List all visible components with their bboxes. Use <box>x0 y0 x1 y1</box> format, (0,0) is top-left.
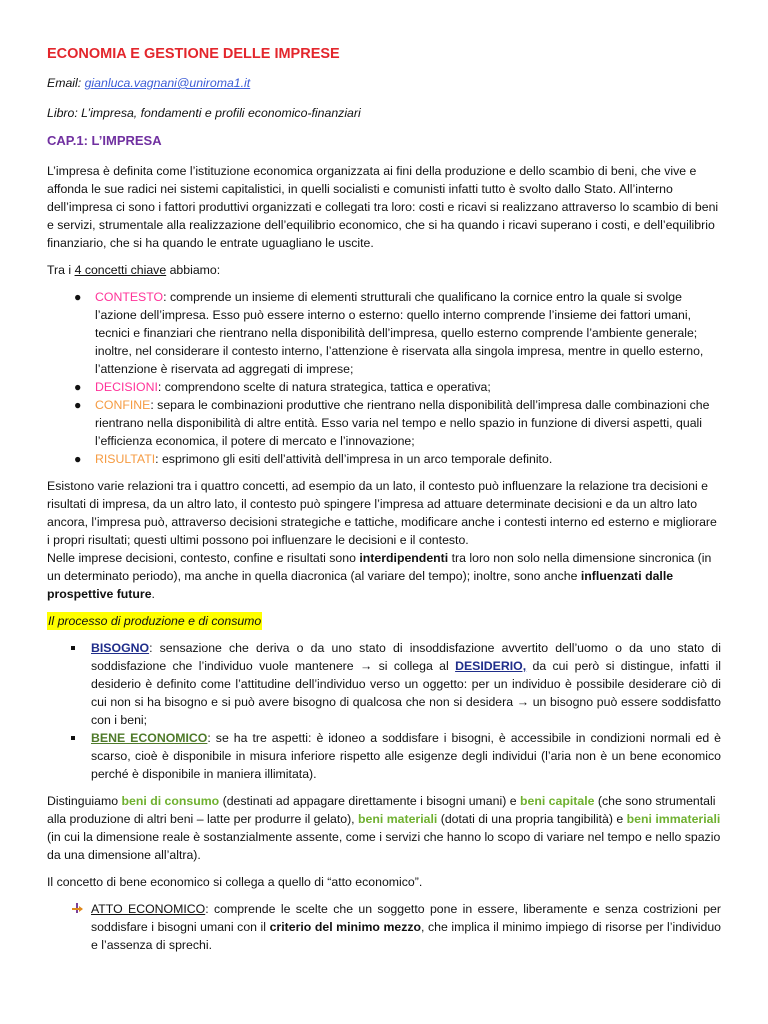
list-item: ● RISULTATI: esprimono gli esiti dell’attività dell’impresa in un arco temporale definito. <box>74 452 553 466</box>
list-item: ● CONFINE: separa le combinazioni produttive che rientrano nella disponibilità dell’impresa dalle combinazioni che rientrano nella disponibilità di altre entità. Esso varia nel tempo e nello spazio in funzione di diversi aspetti, quali l’efficienza economica, il potere di mercato e l’innovazione; <box>74 398 710 448</box>
goods-distinction-paragraph: Distinguiamo beni di consumo (destinati ad appagare direttamente i bisogni umani) e beni capitale (che sono strumentali alla produzione di altri beni – latte per produrre il gelato), beni materiali (dotati di una propria tangibilità) e beni immateriali (in cui la dimensione reale è sostanzialmente assente, come i servizi che hanno lo scopo di variare nel tempo e nello spazio da una dimensione all’altra). <box>47 794 721 862</box>
list-item: BISOGNO: sensazione che deriva o da uno stato di insoddisfazione avvertito dell’uomo o da uno stato di soddisfazione che l’individuo vuole mantenere → si collega al DESIDERIO, da cui però si distingue, infatti il desiderio è definito come l’attitudine dell’individuo verso un oggetto: per un individuo è possibile desiderare ciò di cui non si ha bisogno e si può avere bisogno di qualcosa che non si desidera → un bisogno può essere soddisfatto con i beni; <box>47 639 721 729</box>
concept-term: DECISIONI <box>95 380 158 394</box>
square-bullet-icon <box>71 646 75 650</box>
bullet-icon: ● <box>74 290 82 304</box>
arrow-bullet-icon <box>71 902 83 914</box>
bisogno-term: BISOGNO <box>91 641 150 655</box>
atto-intro-paragraph: Il concetto di bene economico si collega a quello di “atto economico”. <box>47 875 423 889</box>
bullet-icon: ● <box>74 398 82 412</box>
email-link[interactable]: gianluca.vagnani@uniroma1.it <box>84 76 251 90</box>
desiderio-term: DESIDERIO, <box>455 659 527 673</box>
list-item: BENE ECONOMICO: se ha tre aspetti: è idoneo a soddisfare i bisogni, è accessibile in condizioni normali ed è scarso, cioè è disponibile in misura inferiore rispetto alle esigenze degli individui (l’aria non è un bene economico perché è disponibile in maniera illimitata). <box>47 729 721 783</box>
atto-list <box>47 900 721 954</box>
book-line: Libro: L’impresa, fondamenti e profili economico-finanziari <box>47 106 361 120</box>
atto-term: ATTO ECONOMICO <box>91 902 206 916</box>
list-item: ATTO ECONOMICO: comprende le scelte che un soggetto pone in essere, liberamente e senza costrizioni per soddisfare i bisogni umani con il criterio del minimo mezzo, che implica il minimo impiego di risorse per l’individuo e l’assenza di sprechi. <box>47 900 721 954</box>
chapter-heading: CAP.1: L’IMPRESA <box>47 133 162 148</box>
concepts-link-text: 4 concetti chiave <box>74 263 167 277</box>
square-bullet-icon <box>71 736 75 740</box>
concept-term: CONFINE <box>95 398 151 412</box>
concept-term: CONTESTO <box>95 290 164 304</box>
intro-paragraph: L’impresa è definita come l’istituzione economica organizzata ai fini della produzione e dello scambio di beni, che vive e affonda le sue radici nei sistemi capitalistici, in quelli socialisti e comunisti infatti tutto è svolto dallo Stato. All’interno dell’impresa ci sono i fattori produttivi organizzati e collegati tra loro: costi e ricavi si realizzano attraverso lo scambio di beni e servizi, strumentale alla realizzazione dell’equilibrio economico, che si ha quando i ricavi superano i costi, e dell’equilibrio finanziario, che si ha quando le entrate uguagliano le uscite. <box>47 164 719 250</box>
interdependence-paragraph: Nelle imprese decisioni, contesto, confine e risultati sono interdipendenti tra loro non solo nella dimensione sincronica (in un determinato periodo), ma anche in quella diacronica (al variare del tempo); inoltre, sono anche influenzati dalle prospettive future. <box>47 551 712 601</box>
process-heading-line <box>47 612 721 630</box>
email-label: Email: <box>47 76 82 90</box>
bene-term: BENE ECONOMICO <box>91 731 208 745</box>
email-line <box>47 74 721 92</box>
process-heading: Il processo di produzione e di consumo <box>48 614 262 628</box>
bullet-icon: ● <box>74 380 82 394</box>
list-item: ● DECISIONI: comprendono scelte di natura strategica, tattica e operativa; <box>74 380 491 394</box>
list-item: ● CONTESTO: comprende un insieme di elementi strutturali che qualificano la cornice entro la quale si svolge l’azione dell’impresa. Esso può essere interno o esterno: quello interno comprende l’insieme dei fattori umani, tecnici e finanziari che rientrano nella disponibilità dell’impresa, quello esterno comprende l’ambiente generale; inoltre, nel considerare il contesto interno, l’attenzione è riservata alla singola impresa, mentre in quello esterno, l’attenzione è riservata ad aggregati di imprese; <box>74 290 704 376</box>
document-title: ECONOMIA E GESTIONE DELLE IMPRESE <box>47 46 340 62</box>
concepts-intro: Tra i 4 concetti chiave abbiamo: <box>47 263 221 277</box>
relations-paragraph: Esistono varie relazioni tra i quattro concetti, ad esempio da un lato, il contesto può influenzare la relazione tra decisioni e risultati di impresa, da un altro lato, il contesto può spingere l’impresa ad attuare determinate decisioni e da un altro lato ancora, l’impresa può, attraverso decisioni strategiche e tattiche, modificare anche i contesti interno ed esterno e migliorare i propri risultati; questi ultimi possono poi influenzare le decisioni e il contesto. <box>47 479 717 547</box>
concepts-list <box>47 288 721 468</box>
bullet-icon: ● <box>74 452 82 466</box>
concept-term: RISULTATI <box>95 452 156 466</box>
process-list <box>47 639 721 783</box>
